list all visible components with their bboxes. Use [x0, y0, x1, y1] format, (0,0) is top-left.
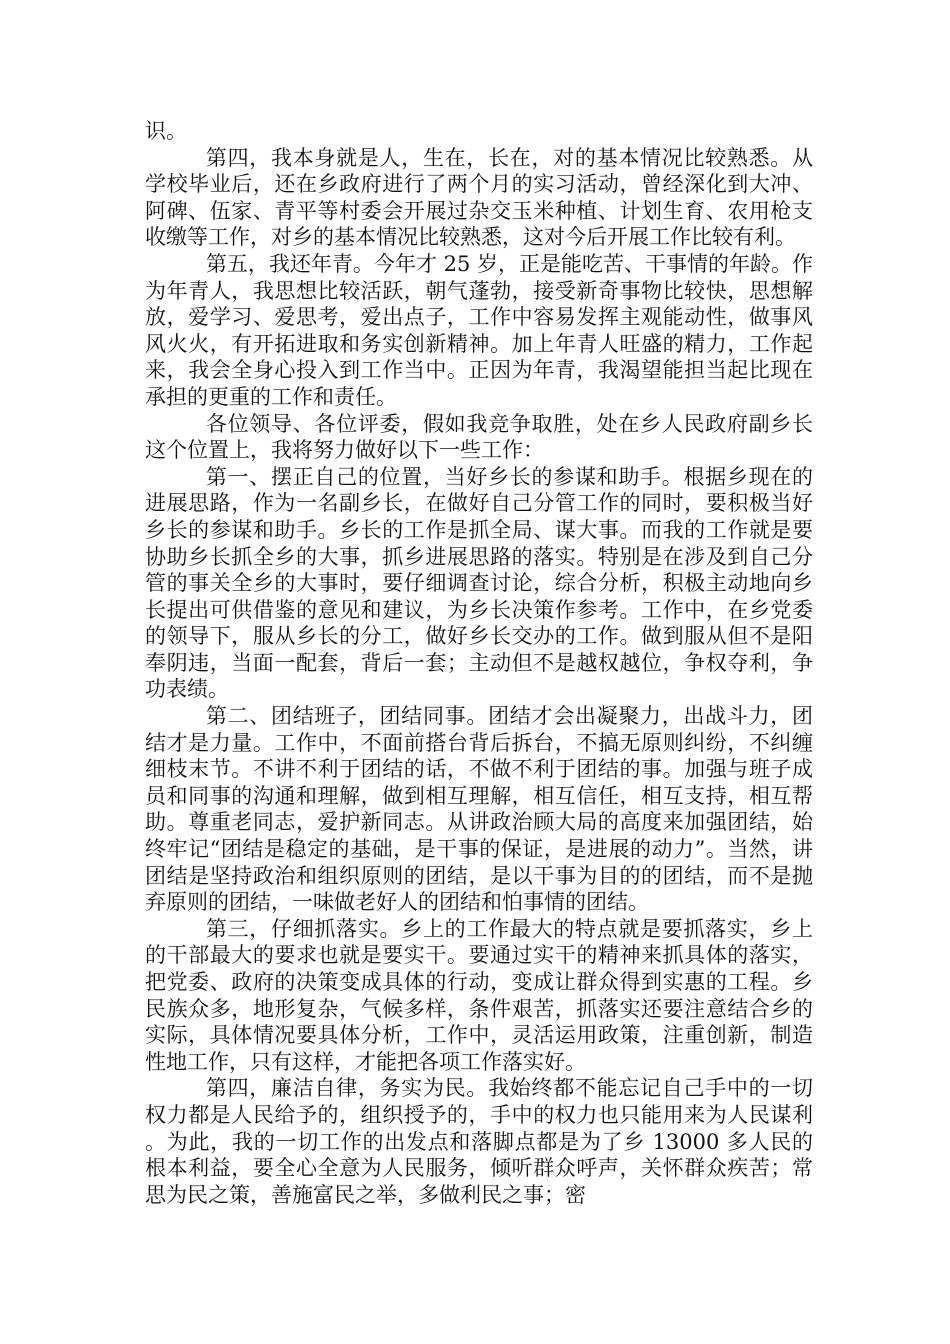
document-body	[145, 118, 813, 1208]
paragraph-transition: 各位领导、各位评委，假如我竞争取胜，处在乡人民政府副乡长这个位置上，我将努力做好以下一些工作：	[145, 411, 813, 463]
paragraph-plan-4: 第四，廉洁自律，务实为民。我始终都不能忘记自己手中的一切权力都是人民给予的，组织授予的，手中的权力也只能用来为人民谋利。为此，我的一切工作的出发点和落脚点都是为了乡 13000 多人民的根本利益，要全心全意为人民服务，倾听群众呼声，关怀群众疾苦；常思为民之策，善施富民之举，多做利民之事；密	[145, 1076, 813, 1207]
paragraph-qualification-4: 第四，我本身就是人，生在，长在，对的基本情况比较熟悉。从学校毕业后，还在乡政府进行了两个月的实习活动，曾经深化到大冲、阿碑、伍家、青平等村委会开展过杂交玉米种植、计划生育、农用枪支收缴等工作，对乡的基本情况比较熟悉，这对今后开展工作比较有利。	[145, 145, 813, 250]
paragraph-plan-2: 第二、团结班子，团结同事。团结才会出凝聚力，出战斗力，团结才是力量。工作中，不面前搭台背后拆台，不搞无原则纠纷，不纠缠细枝末节。不讲不利于团结的话，不做不利于团结的事。加强与班子成员和同事的沟通和理解，做到相互理解，相互信任，相互支持，相互帮助。尊重老同志，爱护新同志。从讲政治顾大局的高度来加强团结，始终牢记“团结是稳定的基础，是干事的保证，是进展的动力”。当然，讲团结是坚持政治和组织原则的团结，是以干事为目的的团结，而不是抛弃原则的团结，一味做老好人的团结和怕事情的团结。	[145, 704, 813, 915]
paragraph-qualification-5: 第五，我还年青。今年才 25 岁，正是能吃苦、干事情的年龄。作为年青人，我思想比较活跃，朝气蓬勃，接受新奇事物比较快，思想解放，爱学习、爱思考，爱出点子，工作中容易发挥主观能动性，做事风风火火，有开拓进取和务实创新精神。加上年青人旺盛的精力，工作起来，我会全身心投入到工作当中。正因为年青，我渴望能担当起比现在承担的更重的工作和责任。	[145, 251, 813, 409]
paragraph-plan-1: 第一、摆正自己的位置，当好乡长的参谋和助手。根据乡现在的进展思路，作为一名副乡长，在做好自己分管工作的同时，要积极当好乡长的参谋和助手。乡长的工作是抓全局、谋大事。而我的工作就是要协助乡长抓全乡的大事，抓乡进展思路的落实。特别是在涉及到自己分管的事关全乡的大事时，要仔细调查讨论，综合分析，积极主动地向乡长提出可供借鉴的意见和建议，为乡长决策作参考。工作中，在乡党委的领导下，服从乡长的分工，做好乡长交办的工作。做到服从但不是阳奉阴违，当面一配套，背后一套；主动但不是越权越位，争权夺利，争功表绩。	[145, 464, 813, 702]
paragraph-continuation: 识。	[145, 119, 187, 143]
paragraph-plan-3: 第三，仔细抓落实。乡上的工作最大的特点就是要抓落实，乡上的干部最大的要求也就是要实干。要通过实干的精神来抓具体的落实，把党委、政府的决策变成具体的行动，变成让群众得到实惠的工程。乡民族众多，地形复杂，气候多样，条件艰苦，抓落实还要注意结合乡的实际，具体情况要具体分析，工作中，灵活运用政策，注重创新，制造性地工作，只有这样，才能把各项工作落实好。	[145, 916, 813, 1074]
